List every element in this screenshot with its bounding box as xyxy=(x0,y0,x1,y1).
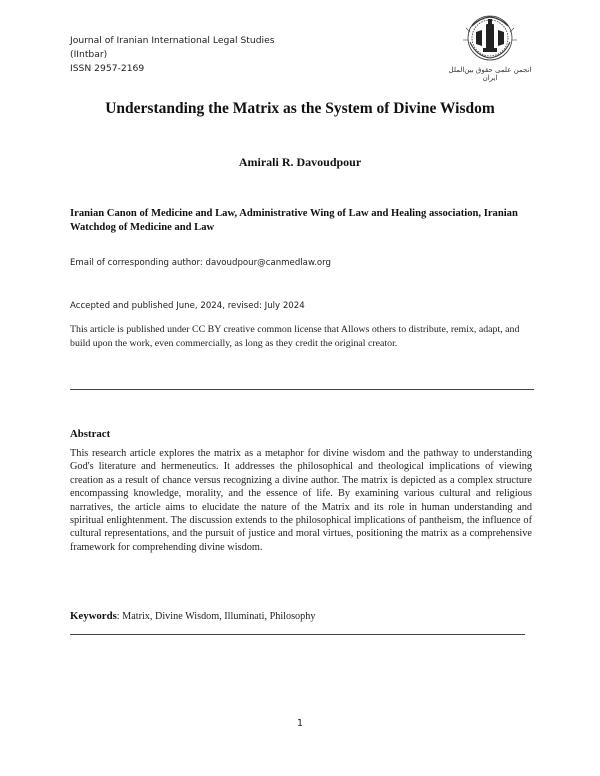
publication-dates: Accepted and published June, 2024, revised: July 2024 xyxy=(70,301,305,311)
article-title: Understanding the Matrix as the System of Divine Wisdom xyxy=(105,100,495,117)
keywords-values: : Matrix, Divine Wisdom, Illuminati, Philosophy xyxy=(116,611,316,622)
author-name: Amirali R. Davoudpour xyxy=(238,155,362,169)
author-affiliation: Iranian Canon of Medicine and Law, Administrative Wing of Law and Healing association, Iranian Watchdog of Medicine and Law xyxy=(70,208,518,233)
journal-abbrev: (IIntbar) xyxy=(70,49,108,60)
abstract-body: This research article explores the matrix as a metaphor for divine wisdom and the pathway to understanding God's literature and hermeneutics. It addresses the philosophical and theological implications of viewing creation as a result of chance versus recognizing a divine author. The matrix is depicted as a complex structure encompassing knowledge, morality, and the essence of life. By examining various cultural and religious narratives, the article aims to elucidate the nature of the Matrix and its role in human understanding and spiritual enlightenment. The discussion extends to the philosophical implications of pantheism, the influence of cultural representations, and the pursuit of justice and moral virtues, positioning the matrix as a comprehensive framework for comprehending divine wisdom. xyxy=(70,448,532,553)
logo-caption: انجمن علمی حقوق بین‌الملل ایران xyxy=(448,66,532,82)
page-number: 1 xyxy=(296,718,304,729)
journal-name: Journal of Iranian International Legal Studies xyxy=(70,35,275,46)
license-statement: This article is published under CC BY creative common license that Allows others to distribute, remix, adapt, and build upon the work, even commercially, as long as they credit the original creator. xyxy=(70,324,520,349)
journal-issn: ISSN 2957-2169 xyxy=(70,63,145,74)
keywords-label: Keywords xyxy=(70,610,117,622)
section-divider xyxy=(70,389,534,390)
section-divider xyxy=(70,634,525,635)
keywords-line xyxy=(70,610,532,622)
corresponding-email: Email of corresponding author: davoudpour@canmedlaw.org xyxy=(70,258,332,268)
journal-header xyxy=(70,34,330,76)
abstract-heading: Abstract xyxy=(70,428,111,440)
